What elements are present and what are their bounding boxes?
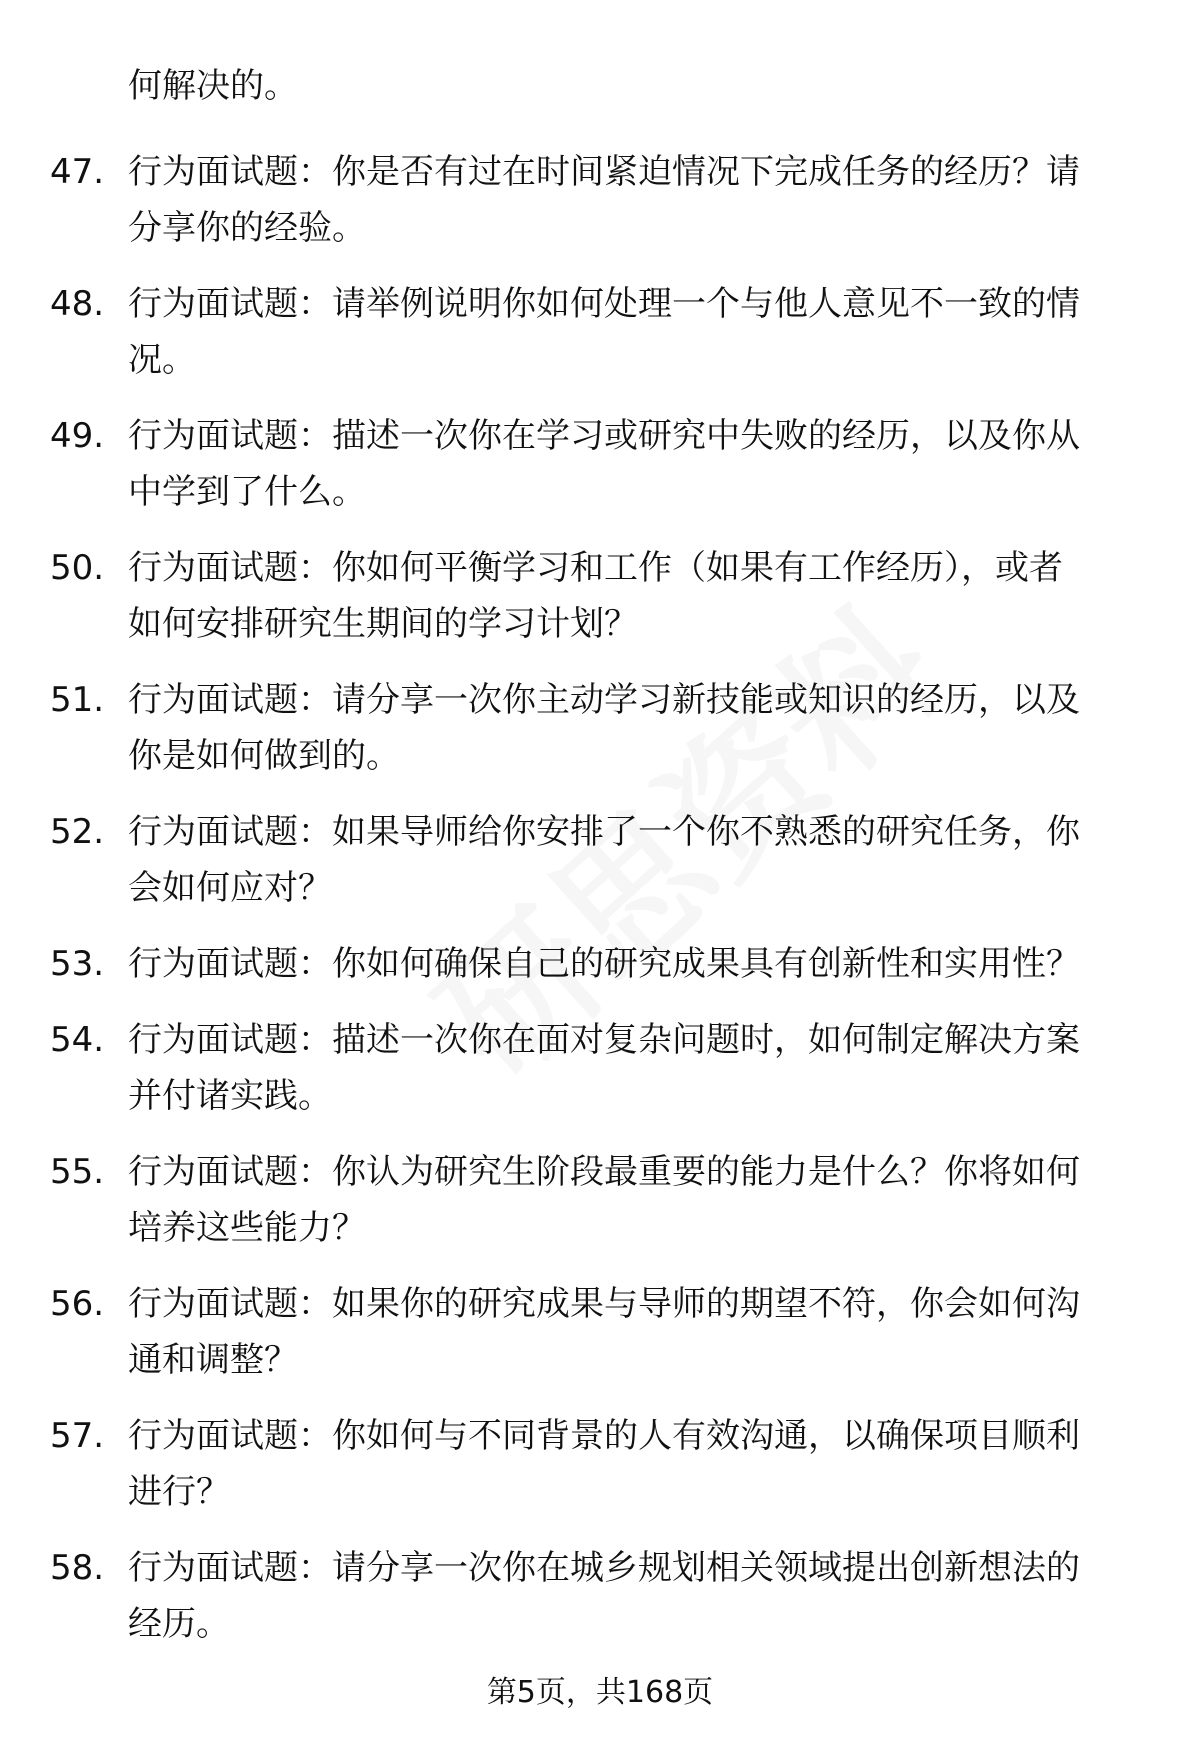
question-text: [128, 1012, 1138, 1124]
question-line: 你是如何做到的。: [128, 736, 400, 776]
question-number: 54.: [50, 1020, 105, 1060]
question-text: [128, 1408, 1138, 1520]
question-line: 进行？: [128, 1472, 230, 1512]
question-item-58: [0, 1540, 1200, 1652]
question-item-53: [0, 936, 1200, 992]
question-line: 行为面试题：你是否有过在时间紧迫情况下完成任务的经历？请: [128, 152, 1080, 192]
question-item-54: [0, 1012, 1200, 1124]
question-item-51: [0, 672, 1200, 784]
question-text: [128, 1276, 1138, 1388]
question-text: [128, 540, 1138, 652]
question-line: 行为面试题：你如何与不同背景的人有效沟通，以确保项目顺利: [128, 1416, 1080, 1456]
page-number-footer: 第5页，共168页: [486, 1675, 714, 1710]
question-text: [128, 1540, 1138, 1652]
question-text: [128, 408, 1138, 520]
question-list: [0, 144, 1200, 1672]
question-line: 行为面试题：你如何确保自己的研究成果具有创新性和实用性？: [128, 944, 1080, 984]
question-line: 并付诸实践。: [128, 1076, 332, 1116]
question-number: 53.: [50, 944, 105, 984]
question-line: 行为面试题：你如何平衡学习和工作（如果有工作经历），或者: [128, 548, 1063, 588]
question-line: 分享你的经验。: [128, 208, 366, 248]
question-number: 57.: [50, 1416, 105, 1456]
question-number: 58.: [50, 1548, 105, 1588]
question-item-52: [0, 804, 1200, 916]
question-line: 行为面试题：描述一次你在学习或研究中失败的经历，以及你从: [128, 416, 1080, 456]
question-number: 47.: [50, 152, 105, 192]
question-line: 通和调整？: [128, 1340, 298, 1380]
question-number: 48.: [50, 284, 105, 324]
question-line: 经历。: [128, 1604, 230, 1644]
question-line: 行为面试题：如果你的研究成果与导师的期望不符，你会如何沟: [128, 1284, 1080, 1324]
question-text: [128, 1144, 1138, 1256]
question-text: [128, 276, 1138, 388]
question-number: 56.: [50, 1284, 105, 1324]
continuation-text: 何解决的。: [128, 66, 298, 106]
question-item-57: [0, 1408, 1200, 1520]
question-number: 50.: [50, 548, 105, 588]
question-text: [128, 144, 1138, 256]
question-item-56: [0, 1276, 1200, 1388]
question-text: [128, 804, 1138, 916]
question-number: 55.: [50, 1152, 105, 1192]
question-line: 况。: [128, 340, 196, 380]
question-line: 行为面试题：你认为研究生阶段最重要的能力是什么？你将如何: [128, 1152, 1080, 1192]
question-text: [128, 936, 1138, 992]
question-item-47: [0, 144, 1200, 256]
question-item-49: [0, 408, 1200, 520]
question-line: 行为面试题：描述一次你在面对复杂问题时，如何制定解决方案: [128, 1020, 1080, 1060]
question-line: 会如何应对？: [128, 868, 332, 908]
question-line: 如何安排研究生期间的学习计划？: [128, 604, 638, 644]
question-item-55: [0, 1144, 1200, 1256]
question-line: 中学到了什么。: [128, 472, 366, 512]
question-number: 51.: [50, 680, 105, 720]
question-text: [128, 672, 1138, 784]
question-item-50: [0, 540, 1200, 652]
question-number: 49.: [50, 416, 105, 456]
question-line: 行为面试题：请分享一次你在城乡规划相关领域提出创新想法的: [128, 1548, 1080, 1588]
question-item-48: [0, 276, 1200, 388]
question-line: 行为面试题：请分享一次你主动学习新技能或知识的经历，以及: [128, 680, 1080, 720]
question-line: 行为面试题：如果导师给你安排了一个你不熟悉的研究任务，你: [128, 812, 1080, 852]
question-line: 行为面试题：请举例说明你如何处理一个与他人意见不一致的情: [128, 284, 1080, 324]
question-line: 培养这些能力？: [128, 1208, 366, 1248]
question-number: 52.: [50, 812, 105, 852]
